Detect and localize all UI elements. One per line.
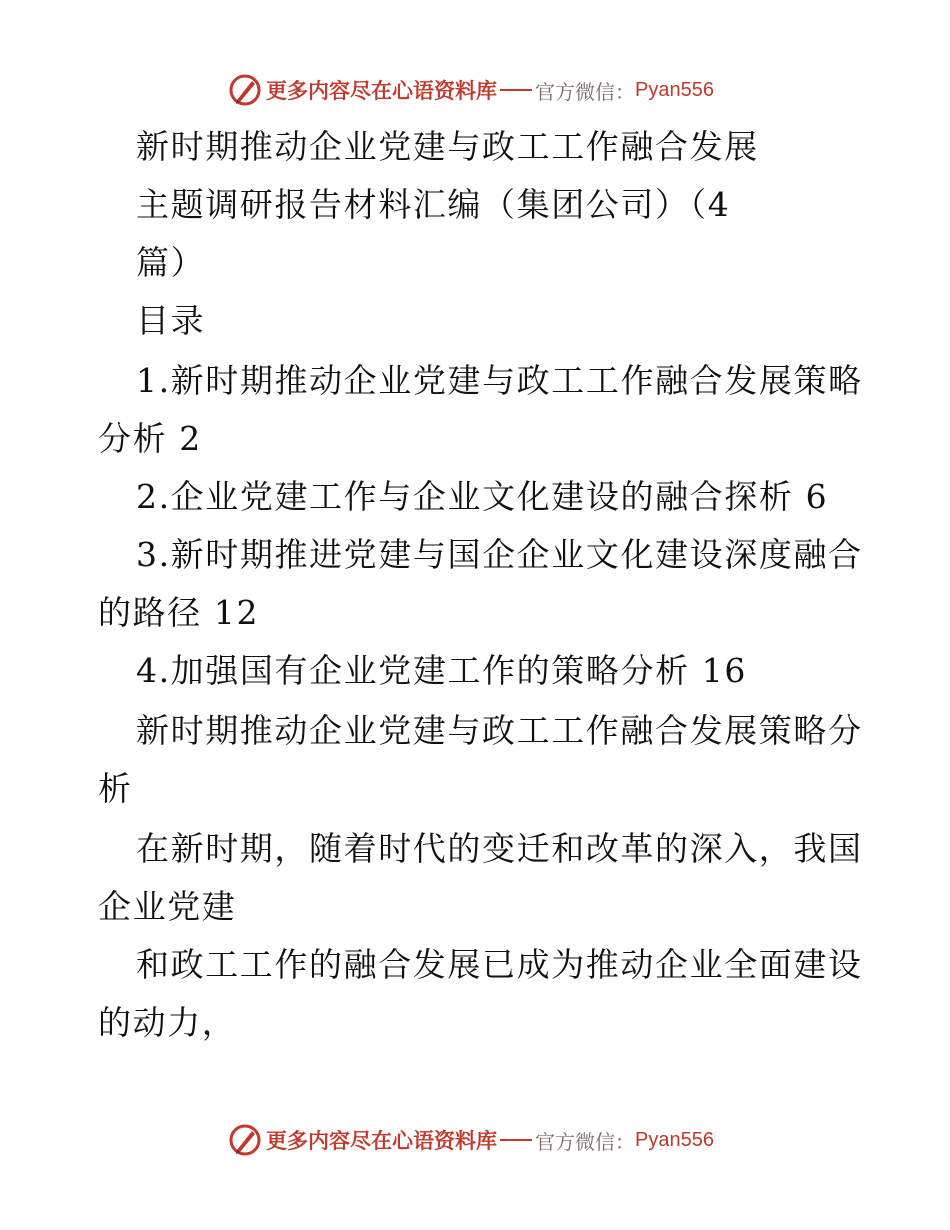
toc-item-4: 4.加强国有企业党建工作的策略分析 16	[136, 651, 747, 690]
document-title-line-3: 篇）	[136, 243, 206, 282]
document-title-line-1: 新时期推动企业党建与政工工作融合发展	[136, 127, 759, 166]
quill-logo-icon	[228, 73, 262, 107]
banner-wechat-id: Pyan556	[635, 78, 714, 101]
paragraph-2-line-2: 的动力，	[98, 1003, 237, 1042]
toc-heading: 目录	[136, 301, 206, 340]
banner-promo-text: 更多内容尽在心语资料库	[266, 78, 498, 103]
banner-promo-text: 更多内容尽在心语资料库	[266, 1128, 498, 1153]
paragraph-1-line-2: 企业党建	[98, 887, 237, 926]
section-title-line-1: 新时期推动企业党建与政工工作融合发展策略分	[136, 711, 863, 750]
banner-wechat-id: Pyan556	[635, 1128, 714, 1151]
banner-dash	[500, 1139, 532, 1141]
banner-official-label: 官方微信：	[535, 1129, 636, 1154]
toc-item-3-line-1: 3.新时期推进党建与国企企业文化建设深度融合	[136, 535, 863, 574]
toc-item-3-line-2: 的路径 12	[98, 593, 260, 632]
banner-official-label: 官方微信：	[535, 79, 636, 104]
toc-item-1-line-2: 分析 2	[98, 419, 202, 458]
toc-item-1-line-1: 1.新时期推动企业党建与政工工作融合发展策略	[136, 361, 863, 400]
toc-item-2: 2.企业党建工作与企业文化建设的融合探析 6	[136, 477, 829, 516]
document-title-line-2: 主题调研报告材料汇编（集团公司）（4	[136, 185, 731, 224]
paragraph-2-line-1: 和政工工作的融合发展已成为推动企业全面建设	[136, 945, 863, 984]
header-banner	[0, 70, 950, 110]
footer-banner	[0, 1120, 950, 1160]
quill-logo-icon	[228, 1123, 262, 1157]
paragraph-1-line-1: 在新时期，随着时代的变迁和改革的深入，我国	[136, 829, 863, 868]
section-title-line-2: 析	[98, 769, 133, 808]
banner-dash	[500, 89, 532, 91]
